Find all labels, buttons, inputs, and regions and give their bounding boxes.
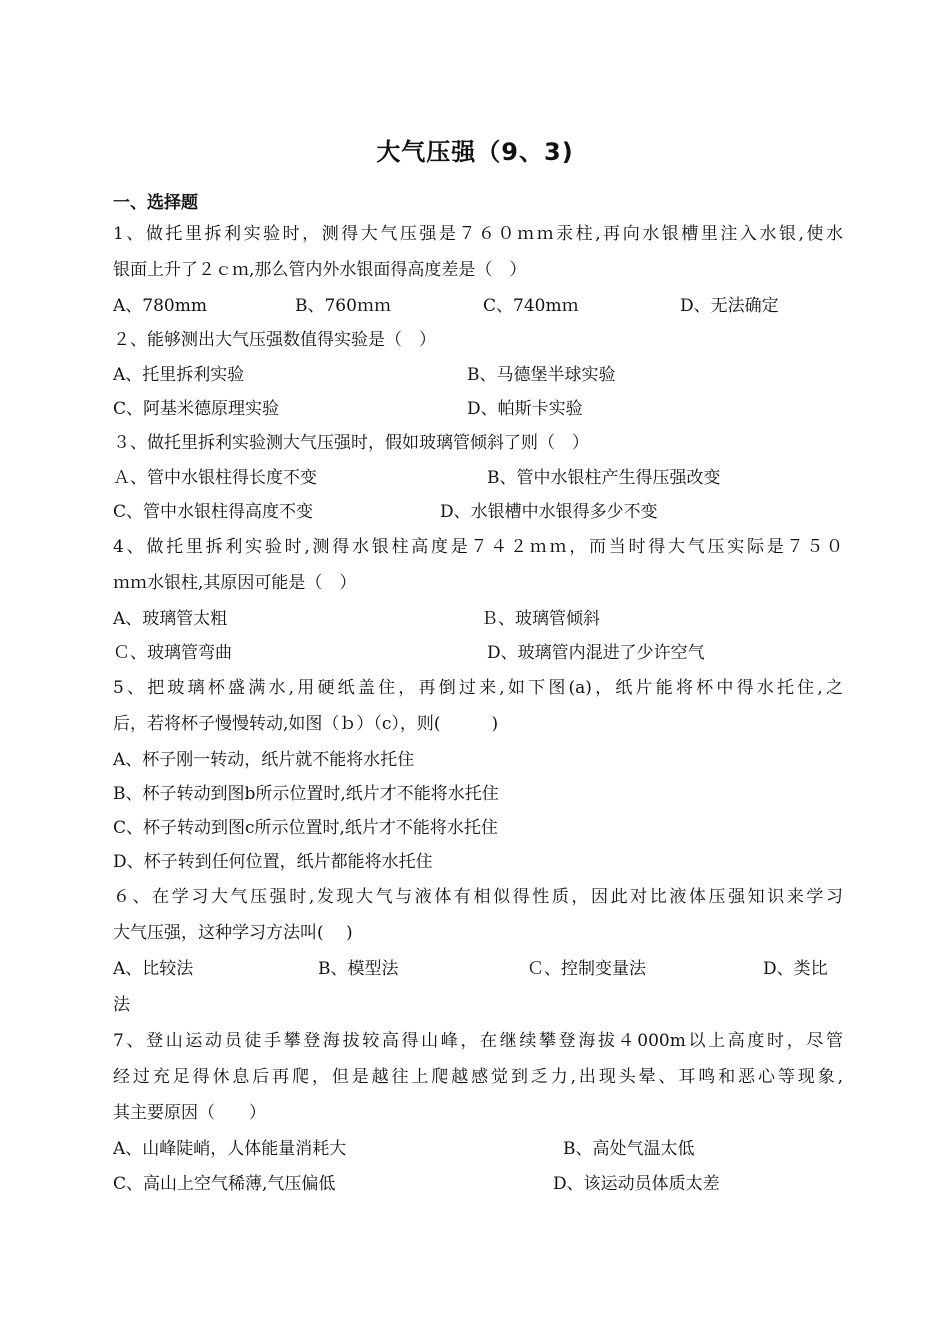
question-5-option-b: B、杯子转动到图b所示位置时,纸片才不能将水托住: [113, 784, 499, 804]
question-5-option-c: C、杯子转动到图c所示位置时,纸片才不能将水托住: [113, 818, 498, 838]
section-heading: 一、选择题: [113, 193, 198, 213]
question-7-text-line-2: 经过充足得休息后再爬，但是越往上爬越感觉到乏力,出现头晕、耳鸣和恶心等现象,: [113, 1067, 843, 1087]
question-1-option-d: D、无法确定: [680, 296, 779, 316]
question-4-option-a: A、玻璃管太粗: [113, 609, 228, 629]
question-6-option-c: Ｃ、控制变量法: [527, 959, 646, 979]
question-5-option-d: D、杯子转到任何位置，纸片都能将水托住: [113, 852, 433, 872]
question-4-text-line-2: ｍｍ水银柱,其原因可能是（ ）: [113, 573, 357, 593]
question-6-option-d: D、类比: [763, 959, 828, 979]
question-7-text-line-1: 7、登山运动员徒手攀登海拔较高得山峰，在继续攀登海拔４000m以上高度时，尽管: [113, 1031, 843, 1051]
question-6-option-a: A、比较法: [113, 959, 194, 979]
question-7-option-c: C、高山上空气稀薄,气压偏低: [113, 1174, 336, 1194]
question-5-text-line-2: 后，若将杯子慢慢转动,如图（ｂ）（c），则( ): [113, 714, 499, 734]
question-4-option-b: Ｂ、玻璃管倾斜: [481, 609, 600, 629]
question-3-text: ３、做托里拆利实验测大气压强时，假如玻璃管倾斜了则（ ）: [113, 433, 589, 453]
question-6-option-d-continued: 法: [113, 995, 130, 1015]
question-3-option-c: C、管中水银柱得高度不变: [113, 502, 314, 522]
question-2-text: ２、能够测出大气压强数值得实验是（ ）: [113, 330, 436, 350]
question-5-text-line-1: 5、把玻璃杯盛满水,用硬纸盖住，再倒过来,如下图(a)，纸片能将杯中得水托住,之: [113, 678, 843, 698]
question-7-option-d: D、该运动员体质太差: [553, 1174, 720, 1194]
question-4-text-line-1: 4、做托里拆利实验时,测得水银柱高度是７４２ｍｍ，而当时得大气压实际是７５０: [113, 537, 843, 557]
question-2-option-b: B、马德堡半球实验: [467, 365, 616, 385]
question-1-option-a: A、780mm: [113, 296, 207, 316]
question-6-option-b: B、模型法: [318, 959, 399, 979]
question-5-option-a: A、杯子刚一转动，纸片就不能将水托住: [113, 750, 415, 770]
question-4-option-c: Ｃ、玻璃管弯曲: [113, 643, 232, 663]
question-3-option-a: Ａ、管中水银柱得长度不变: [113, 468, 317, 488]
page-title: 大气压强（9、3): [376, 138, 574, 166]
question-2-option-a: A、托里拆利实验: [113, 365, 245, 385]
question-7-option-b: B、高处气温太低: [563, 1139, 695, 1159]
question-3-option-d: D、水银槽中水银得多少不变: [440, 502, 658, 522]
question-1-option-b: B、760ｍｍ: [295, 296, 391, 316]
question-6-text-line-2: 大气压强，这种学习方法叫( ): [113, 923, 353, 943]
question-3-option-b: B、管中水银柱产生得压强改变: [487, 468, 721, 488]
question-1-text-line-2: 银面上升了２ｃｍ,那么管内外水银面得高度差是（ ）: [113, 260, 527, 280]
question-7-option-a: A、山峰陡峭，人体能量消耗大: [113, 1139, 347, 1159]
question-1-option-c: C、740mｍ: [483, 296, 579, 316]
question-7-text-line-3: 其主要原因（ ）: [113, 1103, 266, 1123]
question-4-option-d: D、玻璃管内混进了少许空气: [487, 643, 705, 663]
question-1-text-line-1: 1、做托里拆利实验时，测得大气压强是７６０ｍｍ汞柱,再向水银槽里注入水银,使水: [113, 224, 843, 244]
question-2-option-d: D、帕斯卡实验: [467, 399, 583, 419]
question-2-option-c: C、阿基米德原理实验: [113, 399, 280, 419]
question-6-text-line-1: ６、在学习大气压强时,发现大气与液体有相似得性质，因此对比液体压强知识来学习: [113, 887, 843, 907]
